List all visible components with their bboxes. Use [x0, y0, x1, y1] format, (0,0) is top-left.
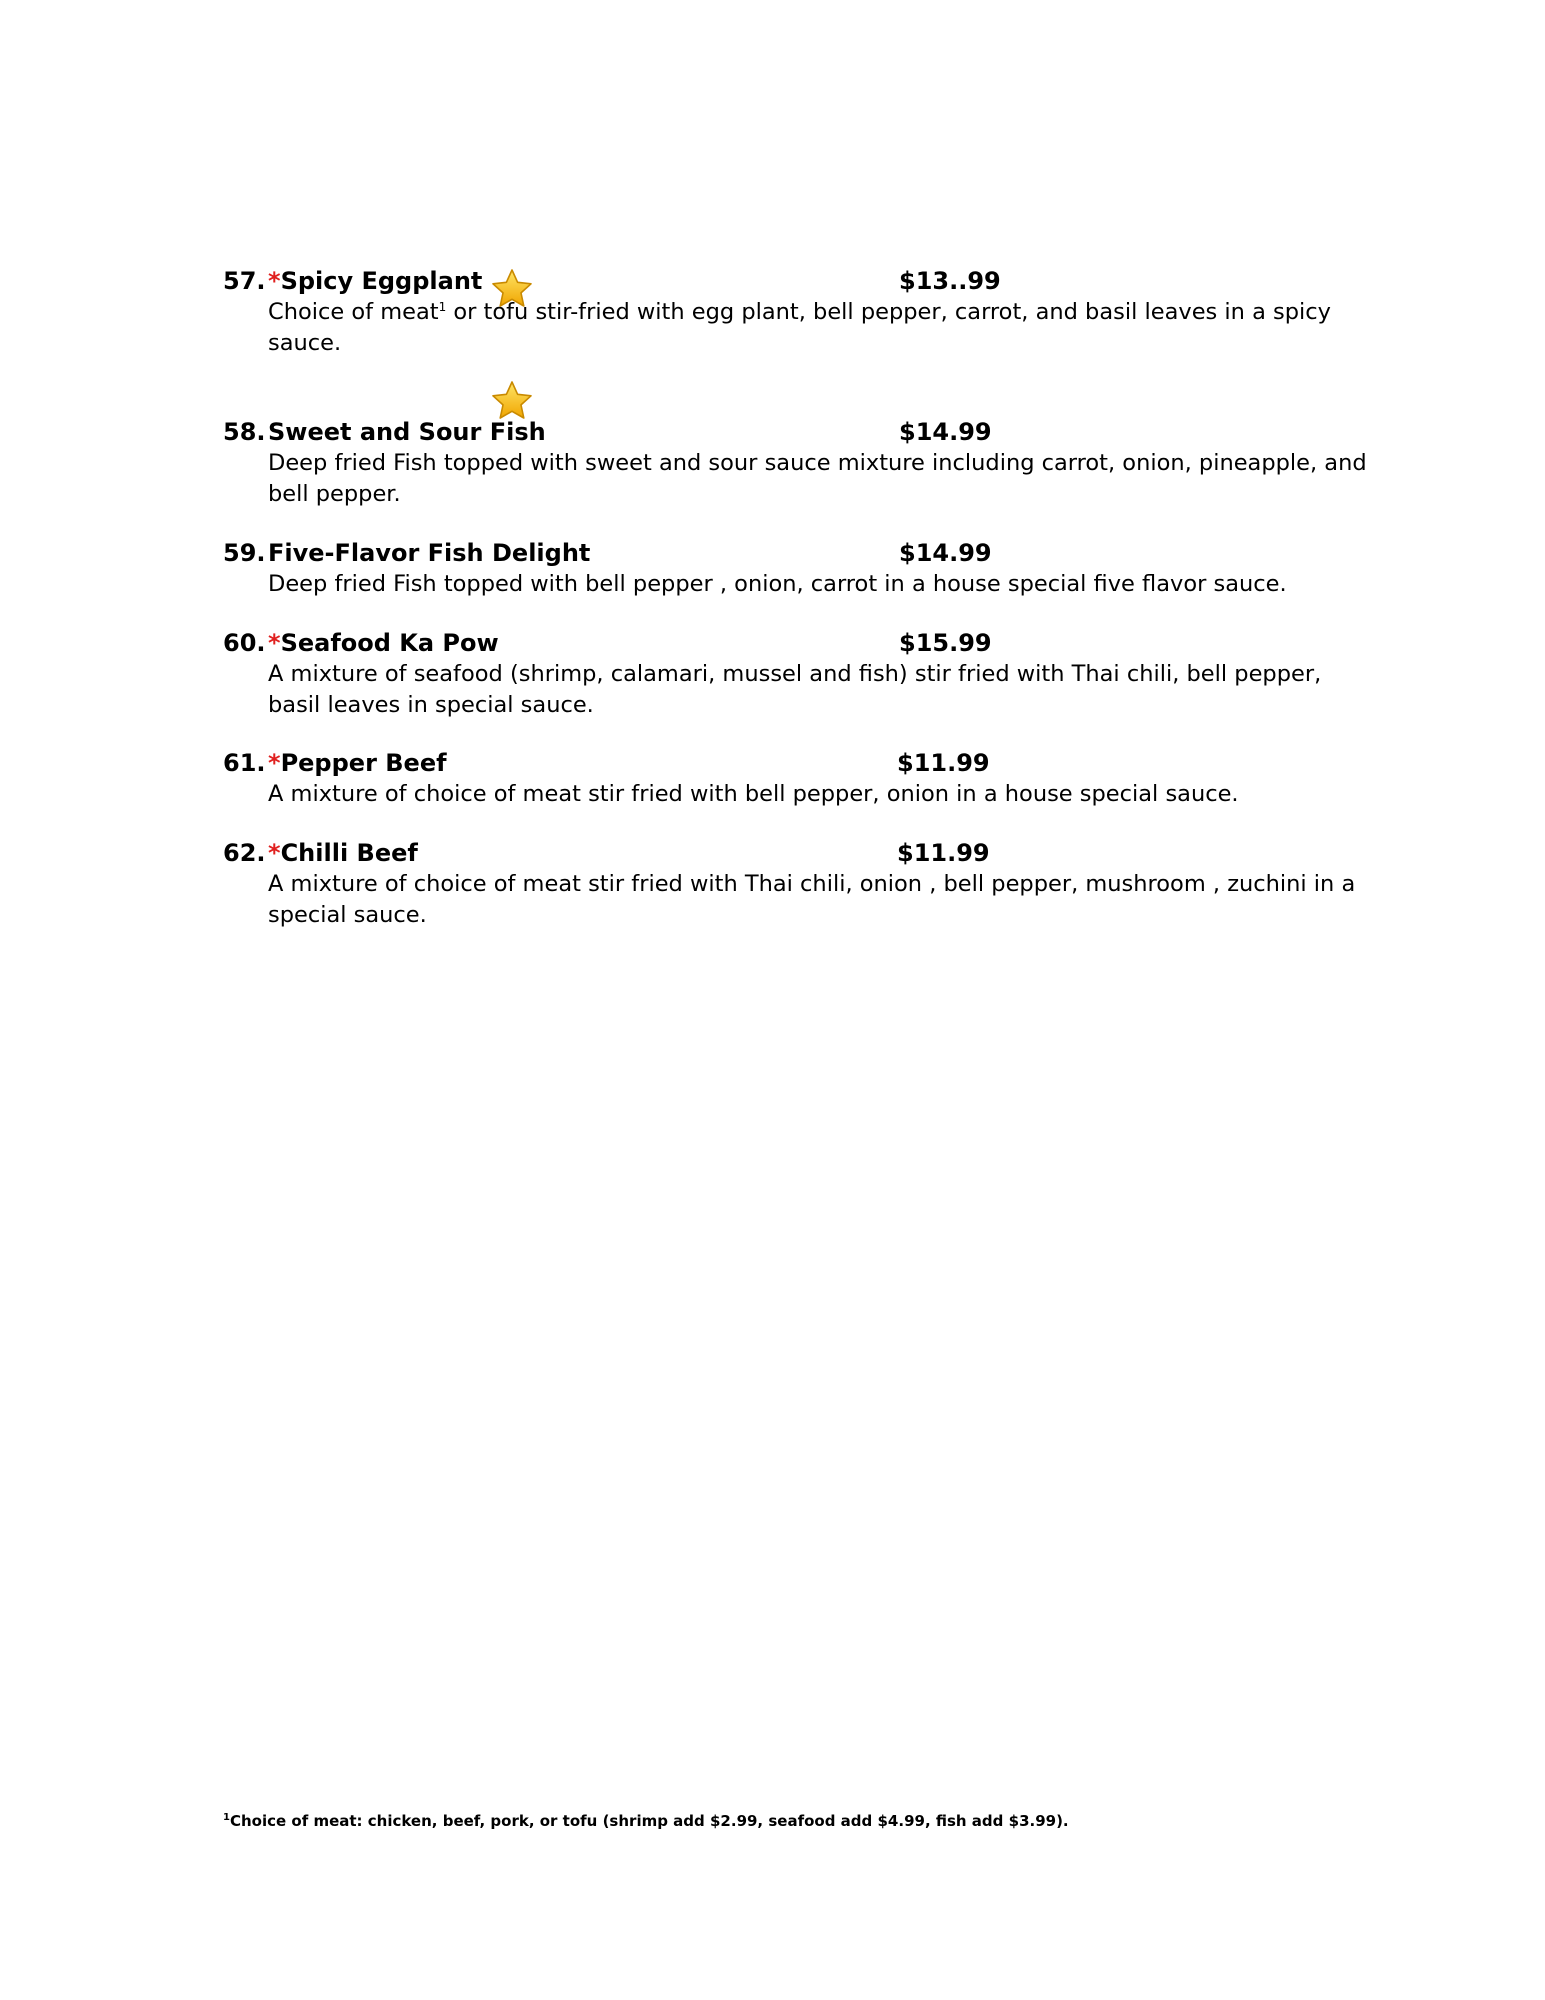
item-description: A mixture of seafood (shrimp, calamari, mussel and fish) stir fried with Thai chili, bell pepper, basil leaves in special sauce. [268, 661, 1322, 718]
item-description: A mixture of choice of meat stir fried with bell pepper, onion in a house special sauce. [268, 781, 1239, 807]
item-title [268, 538, 590, 569]
footnote-reference: 1 [438, 300, 447, 314]
desc-text: or tofu stir-fried with egg plant, bell pepper, carrot, and basil leaves in a spicy sauce. [268, 299, 1331, 356]
item-header [223, 748, 1373, 779]
spicy-marker: * [268, 749, 281, 777]
item-price: $14.99 [899, 418, 992, 446]
item-title [268, 266, 482, 297]
item-description: A mixture of choice of meat stir fried with Thai chili, onion , bell pepper, mushroom , zuchini in a special sauce. [268, 871, 1356, 928]
star-icon [490, 380, 534, 420]
item-name: Five-Flavor Fish Delight [268, 539, 591, 567]
item-number: 62. [223, 839, 266, 867]
item-description: Deep fried Fish topped with sweet and sour sauce mixture including carrot, onion, pineapple, and bell pepper. [268, 450, 1367, 507]
item-name: Pepper Beef [280, 749, 447, 777]
item-title [268, 748, 447, 779]
item-description [268, 297, 1368, 359]
item-price: $11.99 [897, 839, 990, 867]
item-header [223, 417, 1373, 448]
menu-item-60 [223, 628, 1373, 721]
item-number: 60. [223, 629, 266, 657]
item-price: $15.99 [899, 629, 992, 657]
menu-item-57 [223, 266, 1373, 359]
item-header [223, 538, 1373, 569]
menu-item-59 [223, 538, 1373, 600]
item-number: 57. [223, 267, 266, 295]
item-title [268, 838, 418, 869]
item-title [268, 628, 499, 659]
item-header [223, 838, 1373, 869]
item-name: Spicy Eggplant [280, 267, 483, 295]
spicy-marker: * [268, 839, 281, 867]
item-name: Sweet and Sour Fish [268, 418, 546, 446]
item-price: $14.99 [899, 539, 992, 567]
item-number: 59. [223, 539, 266, 567]
footnote-text: Choice of meat: chicken, beef, pork, or tofu (shrimp add $2.99, seafood add $4.99, fish add $3.99). [229, 1812, 1069, 1830]
item-header [223, 266, 1373, 297]
item-name: Seafood Ka Pow [280, 629, 499, 657]
spicy-marker: * [268, 267, 281, 295]
item-title [268, 417, 546, 448]
footnote-marker: 1 [223, 1812, 230, 1823]
item-number: 58. [223, 418, 266, 446]
item-header [223, 628, 1373, 659]
item-number: 61. [223, 749, 266, 777]
item-name: Chilli Beef [280, 839, 418, 867]
item-description: Deep fried Fish topped with bell pepper , onion, carrot in a house special five flavor sauce. [268, 571, 1287, 597]
menu-item-62 [223, 838, 1373, 931]
menu-item-61 [223, 748, 1373, 810]
item-price: $13..99 [899, 267, 1001, 295]
desc-text: Choice of meat [268, 299, 439, 325]
menu-item-58 [223, 417, 1373, 510]
spicy-marker: * [268, 629, 281, 657]
footnote [223, 1812, 1069, 1830]
item-price: $11.99 [897, 749, 990, 777]
star-icon [490, 268, 534, 308]
